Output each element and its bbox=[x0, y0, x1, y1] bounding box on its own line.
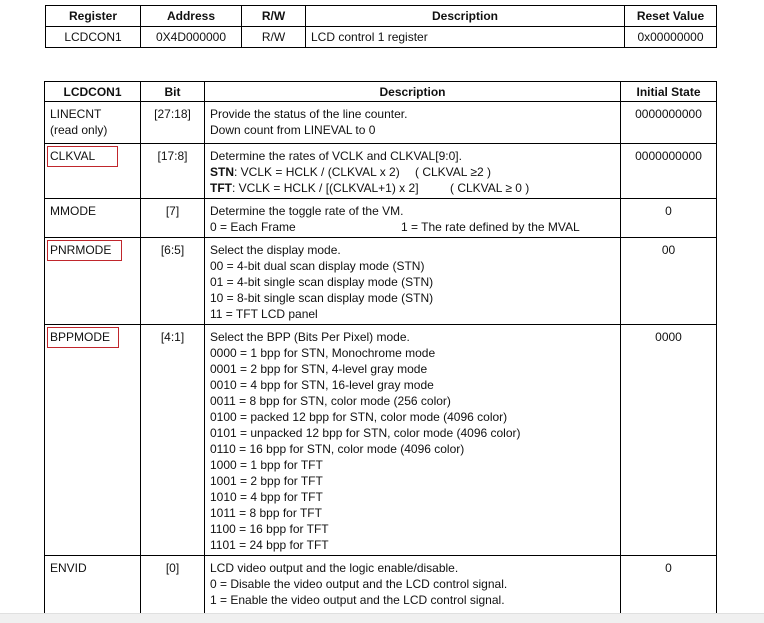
field-name: ENVID bbox=[45, 556, 141, 614]
field-bit: [0] bbox=[141, 556, 205, 614]
description-line: 1100 = 16 bpp for TFT bbox=[210, 522, 329, 536]
register-name: LCDCON1 bbox=[46, 27, 141, 48]
field-description bbox=[205, 199, 621, 238]
field-note: (read only) bbox=[50, 123, 108, 137]
bit-field-table bbox=[44, 81, 717, 614]
description-line: 1000 = 1 bpp for TFT bbox=[210, 458, 323, 472]
description-line: 0011 = 8 bpp for STN, color mode (256 color) bbox=[210, 394, 451, 408]
field-name-cell bbox=[45, 144, 141, 199]
header-field: LCDCON1 bbox=[45, 82, 141, 102]
table-row bbox=[45, 238, 717, 325]
description-line: Provide the status of the line counter. bbox=[210, 107, 408, 121]
description-line: 0010 = 4 bpp for STN, 16-level gray mode bbox=[210, 378, 434, 392]
description-line: 11 = TFT LCD panel bbox=[210, 307, 318, 321]
table-row bbox=[45, 144, 717, 199]
table-row bbox=[45, 102, 717, 144]
description-line: 0001 = 2 bpp for STN, 4-level gray mode bbox=[210, 362, 428, 376]
register-table-header bbox=[46, 6, 717, 27]
field-initial-state: 0 bbox=[621, 556, 717, 614]
field-initial-state: 0000000000 bbox=[621, 144, 717, 199]
field-name: MMODE bbox=[45, 199, 141, 238]
description-line: Down count from LINEVAL to 0 bbox=[210, 123, 376, 137]
stn-formula: : VCLK = HCLK / (CLKVAL x 2) bbox=[234, 165, 400, 179]
field-description bbox=[205, 556, 621, 614]
field-bit: [17:8] bbox=[141, 144, 205, 199]
field-description bbox=[205, 325, 621, 556]
option-0: 0 = Each Frame bbox=[210, 220, 296, 234]
description-line: LCD video output and the logic enable/disable. bbox=[210, 561, 459, 575]
field-description bbox=[205, 102, 621, 144]
description-line: 1011 = 8 bpp for TFT bbox=[210, 506, 322, 520]
header-description: Description bbox=[205, 82, 621, 102]
bit-table-header bbox=[45, 82, 717, 102]
table-row bbox=[46, 27, 717, 48]
description-line: 00 = 4-bit dual scan display mode (STN) bbox=[210, 259, 425, 273]
field-description bbox=[205, 238, 621, 325]
field-name-cell bbox=[45, 238, 141, 325]
field-name-highlighted: CLKVAL bbox=[47, 146, 118, 167]
field-bit: [4:1] bbox=[141, 325, 205, 556]
register-reset-value: 0x00000000 bbox=[625, 27, 717, 48]
description-line: 0100 = packed 12 bpp for STN, color mode (4096 color) bbox=[210, 410, 508, 424]
header-address: Address bbox=[141, 6, 242, 27]
description-line: 10 = 8-bit single scan display mode (STN) bbox=[210, 291, 434, 305]
description-line: 0000 = 1 bpp for STN, Monochrome mode bbox=[210, 346, 436, 360]
header-register: Register bbox=[46, 6, 141, 27]
field-bit: [27:18] bbox=[141, 102, 205, 144]
field-bit: [6:5] bbox=[141, 238, 205, 325]
description-line: 0 = Disable the video output and the LCD control signal. bbox=[210, 577, 508, 591]
description-line: Determine the toggle rate of the VM. bbox=[210, 204, 404, 218]
option-1: 1 = The rate defined by the MVAL bbox=[401, 220, 580, 234]
stn-condition: ( CLKVAL ≥2 ) bbox=[415, 165, 491, 179]
description-line bbox=[210, 219, 615, 235]
description-line: 1 = Enable the video output and the LCD control signal. bbox=[210, 593, 505, 607]
field-initial-state: 0000 bbox=[621, 325, 717, 556]
description-line: 01 = 4-bit single scan display mode (STN) bbox=[210, 275, 434, 289]
description-line: 0101 = unpacked 12 bpp for STN, color mode (4096 color) bbox=[210, 426, 521, 440]
register-summary-table bbox=[45, 5, 717, 48]
header-initial-state: Initial State bbox=[621, 82, 717, 102]
field-name-highlighted: BPPMODE bbox=[47, 327, 119, 348]
field-bit: [7] bbox=[141, 199, 205, 238]
header-bit: Bit bbox=[141, 82, 205, 102]
register-description: LCD control 1 register bbox=[306, 27, 625, 48]
field-name-highlighted: PNRMODE bbox=[47, 240, 122, 261]
field-name-cell bbox=[45, 102, 141, 144]
description-line bbox=[210, 180, 615, 196]
description-line: 1001 = 2 bpp for TFT bbox=[210, 474, 323, 488]
tft-formula: : VCLK = HCLK / [(CLKVAL+1) x 2] bbox=[232, 181, 419, 195]
register-address: 0X4D000000 bbox=[141, 27, 242, 48]
description-line: 1010 = 4 bpp for TFT bbox=[210, 490, 323, 504]
stn-label: STN bbox=[210, 165, 234, 179]
field-name-cell bbox=[45, 325, 141, 556]
tft-condition: ( CLKVAL ≥ 0 ) bbox=[450, 181, 530, 195]
register-rw: R/W bbox=[242, 27, 306, 48]
description-line: 0110 = 16 bpp for STN, color mode (4096 color) bbox=[210, 442, 465, 456]
header-description: Description bbox=[306, 6, 625, 27]
table-row bbox=[45, 199, 717, 238]
field-initial-state: 0 bbox=[621, 199, 717, 238]
table-row bbox=[45, 556, 717, 614]
description-line bbox=[210, 164, 615, 180]
field-description bbox=[205, 144, 621, 199]
table-row bbox=[45, 325, 717, 556]
field-initial-state: 00 bbox=[621, 238, 717, 325]
description-line: Select the BPP (Bits Per Pixel) mode. bbox=[210, 330, 410, 344]
field-initial-state: 0000000000 bbox=[621, 102, 717, 144]
description-line: 1101 = 24 bpp for TFT bbox=[210, 538, 329, 552]
description-line: Select the display mode. bbox=[210, 243, 341, 257]
header-rw: R/W bbox=[242, 6, 306, 27]
header-reset-value: Reset Value bbox=[625, 6, 717, 27]
field-name: LINECNT bbox=[50, 107, 102, 121]
description-line: Determine the rates of VCLK and CLKVAL[9:0]. bbox=[210, 149, 462, 163]
tft-label: TFT bbox=[210, 181, 232, 195]
